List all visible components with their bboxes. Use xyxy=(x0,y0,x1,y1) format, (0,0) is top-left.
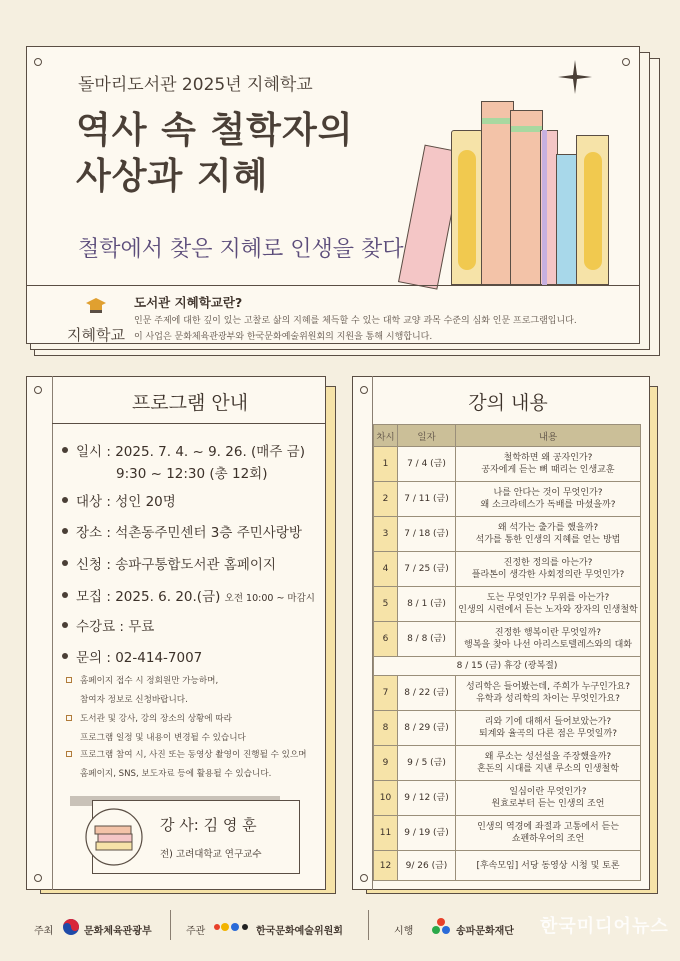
binder-hole xyxy=(360,386,368,394)
lecture-topic-line: 리와 기에 대해서 들어보았는가? xyxy=(484,717,612,727)
sparkle-icon xyxy=(558,60,592,94)
lecture-topic-line: 석가를 통한 인생의 지혜를 얻는 방법 xyxy=(475,535,621,545)
header-content: 내용 xyxy=(456,425,641,447)
table-cell: 11 xyxy=(374,816,398,851)
table-row xyxy=(374,746,641,781)
operator-label: 시행 xyxy=(394,926,414,937)
table-cell xyxy=(456,552,641,587)
info-apply: 신청 : 송파구통합도서관 홈페이지 xyxy=(62,553,276,573)
table-row xyxy=(374,587,641,622)
table-cell: 12 xyxy=(374,851,398,881)
about-desc-1: 인문 주제에 대한 깊이 있는 고찰로 삶의 지혜를 체득할 수 있는 대학 교양 과목 수준의 심화 인문 프로그램입니다. xyxy=(134,316,577,326)
binder-hole xyxy=(622,58,630,66)
info-target: 대상 : 성인 20명 xyxy=(62,490,176,510)
lecture-topic-line: 플라톤이 생각한 사회정의란 무엇인가? xyxy=(471,570,625,580)
table-row xyxy=(374,552,641,587)
graduation-cap-icon xyxy=(85,296,107,318)
operator-org: 송파문화재단 xyxy=(456,926,514,937)
lecture-topic-line: 왜 소크라테스가 독배를 마셨을까? xyxy=(480,500,616,510)
lecture-topic-line: 나를 안다는 것이 무엇인가? xyxy=(493,488,603,498)
note-3: 프로그램 참여 시, 사진 또는 동영상 촬영이 진행될 수 있으며 홈페이지, SNS, 보도자료 등에 활용될 수 있습니다. xyxy=(66,746,307,784)
left-panel-rule xyxy=(52,376,53,890)
table-header-row xyxy=(374,425,641,447)
table-cell: 8 / 8 (금) xyxy=(398,622,456,657)
table-cell: 8 / 29 (금) xyxy=(398,711,456,746)
lecture-topic-line: 왜 루소는 성선설을 주장했을까? xyxy=(484,752,612,762)
songpa-logo-icon xyxy=(430,916,452,938)
lecture-topic-line: 왜 석가는 출가를 했을까? xyxy=(497,523,599,533)
table-cell: 3 xyxy=(374,517,398,552)
footer-separator xyxy=(170,910,171,940)
lecture-topic-line: 진정한 정의를 아는가? xyxy=(503,558,593,568)
books-icon xyxy=(82,808,146,866)
host-label: 주최 xyxy=(34,926,54,937)
lecture-topic-line: 인생의 역경에 좌절과 고통에서 듣는 xyxy=(477,822,619,832)
lectures-title: 강의 내용 xyxy=(468,392,548,414)
event-subtitle: 돌마리도서관 2025년 지혜학교 xyxy=(78,75,313,95)
about-desc-2: 이 사업은 문화체육관광부와 한국문화예술위원회의 지원을 통해 시행합니다. xyxy=(134,332,433,342)
table-cell xyxy=(456,587,641,622)
table-cell: 4 xyxy=(374,552,398,587)
table-cell: 9/ 26 (금) xyxy=(398,851,456,881)
holiday-row xyxy=(374,657,641,676)
table-row xyxy=(374,711,641,746)
lecture-topic-line: 철학하면 왜 공자인가? xyxy=(503,453,593,463)
watermark: 한국미디어뉴스 xyxy=(540,916,669,937)
table-cell: 1 xyxy=(374,447,398,482)
lecture-topic-line: 행복을 찾아 나선 아리스토텔레스와의 대화 xyxy=(464,640,632,650)
taegeuk-logo-icon xyxy=(62,918,80,936)
table-row xyxy=(374,482,641,517)
lecture-topic-line: 쇼펜하우어의 조언 xyxy=(511,834,585,844)
lecture-topic-line: 진정한 행복이란 무엇일까? xyxy=(494,628,602,638)
table-cell: 7 / 4 (금) xyxy=(398,447,456,482)
title-line-2: 사상과 지혜 xyxy=(76,156,269,197)
table-cell xyxy=(456,676,641,711)
school-logo xyxy=(66,296,126,345)
table-cell xyxy=(456,711,641,746)
lecturer-name: 강 사: 김 영 훈 xyxy=(160,816,257,834)
lecture-topic-line: 성리학은 들어봤는데, 주희가 누구인가요? xyxy=(465,682,631,692)
lecture-topic-line: 퇴계와 율곡의 다른 점은 무엇일까? xyxy=(479,729,617,739)
table-cell: 10 xyxy=(374,781,398,816)
lecture-topic-line: 인생의 시련에서 듣는 노자와 장자의 인생철학 xyxy=(458,605,638,615)
table-row xyxy=(374,781,641,816)
table-cell: 5 xyxy=(374,587,398,622)
table-cell: 9 / 5 (금) xyxy=(398,746,456,781)
table-cell: 7 / 18 (금) xyxy=(398,517,456,552)
slogan: 철학에서 찾은 지혜로 인생을 찾다 xyxy=(78,237,404,262)
table-cell xyxy=(456,746,641,781)
note-1: 홈페이지 접수 시 정회원만 가능하며, 참여자 정보로 신청바랍니다. xyxy=(66,672,218,710)
title-line-1: 역사 속 철학자의 xyxy=(76,110,354,151)
arts-council-logo-icon xyxy=(212,920,252,934)
table-cell xyxy=(456,517,641,552)
table-cell xyxy=(456,622,641,657)
program-title-rule xyxy=(52,423,326,424)
table-row xyxy=(374,622,641,657)
header-no: 차시 xyxy=(374,425,398,447)
table-cell xyxy=(456,816,641,851)
divider xyxy=(26,285,640,286)
info-time: 9:30 ~ 12:30 (총 12회) xyxy=(116,466,268,482)
table-row xyxy=(374,517,641,552)
lecture-topic-line: 유학과 성리학의 차이는 무엇인가요? xyxy=(476,694,620,704)
lecturer-bio: 전) 고려대학교 연구교수 xyxy=(160,849,262,860)
table-cell: 8 xyxy=(374,711,398,746)
program-title: 프로그램 안내 xyxy=(131,392,249,414)
info-contact: 문의 : 02-414-7007 xyxy=(62,646,202,666)
table-row xyxy=(374,816,641,851)
table-cell xyxy=(456,482,641,517)
lecture-topic-line: 일심이란 무엇인가? xyxy=(509,787,587,797)
page-title xyxy=(76,108,354,200)
info-date: 일시 : 2025. 7. 4. ~ 9. 26. (매주 금) xyxy=(62,440,305,460)
table-cell: 8 / 15 (금) 휴강 (광복절) xyxy=(374,657,641,676)
lecture-topic-line: 원효로부터 듣는 인생의 조언 xyxy=(491,799,605,809)
logo-text: 지혜학교 xyxy=(67,326,125,344)
table-cell xyxy=(456,447,641,482)
binder-hole xyxy=(34,874,42,882)
table-row xyxy=(374,851,641,881)
binder-hole xyxy=(34,386,42,394)
table-cell: 7 / 25 (금) xyxy=(398,552,456,587)
table-cell: 6 xyxy=(374,622,398,657)
table-cell: 8 / 22 (금) xyxy=(398,676,456,711)
table-cell: 9 xyxy=(374,746,398,781)
info-place: 장소 : 석촌동주민센터 3층 주민사랑방 xyxy=(62,521,302,541)
lecture-topic-line: 공자에게 듣는 뼈 때리는 인생교훈 xyxy=(481,465,615,475)
table-cell: 9 / 19 (금) xyxy=(398,816,456,851)
binder-hole xyxy=(34,58,42,66)
organizer-label: 주관 xyxy=(186,926,206,937)
table-cell: 7 xyxy=(374,676,398,711)
table-row xyxy=(374,447,641,482)
table-cell: 7 / 11 (금) xyxy=(398,482,456,517)
lecture-topic-line: 혼돈의 시대를 지낸 루소의 인생철학 xyxy=(477,764,619,774)
lecture-table xyxy=(373,424,641,881)
organizer-org: 한국문화예술위원회 xyxy=(256,926,343,937)
host-org: 문화체육관광부 xyxy=(84,926,152,937)
note-2: 도서관 및 강사, 강의 장소의 상황에 따라 프로그램 일정 및 내용이 변경될 수 있습니다 xyxy=(66,710,246,748)
lecture-topic-line: [후속모임] 서당 동영상 시청 및 토론 xyxy=(476,860,620,871)
footer-separator xyxy=(368,910,369,940)
table-cell: 9 / 12 (금) xyxy=(398,781,456,816)
lecture-topic-line: 도는 무엇인가? 무위를 아는가? xyxy=(486,593,610,603)
binder-hole xyxy=(360,874,368,882)
info-fee: 수강료 : 무료 xyxy=(62,615,154,635)
table-cell: 2 xyxy=(374,482,398,517)
header-date: 일자 xyxy=(398,425,456,447)
table-row xyxy=(374,676,641,711)
about-title: 도서관 지혜학교란? xyxy=(134,295,243,310)
table-cell: 8 / 1 (금) xyxy=(398,587,456,622)
table-cell xyxy=(456,781,641,816)
info-recruit: 모집 : 2025. 6. 20.(금) 오전 10:00 ~ 마감시 xyxy=(62,585,315,605)
table-cell xyxy=(456,851,641,881)
